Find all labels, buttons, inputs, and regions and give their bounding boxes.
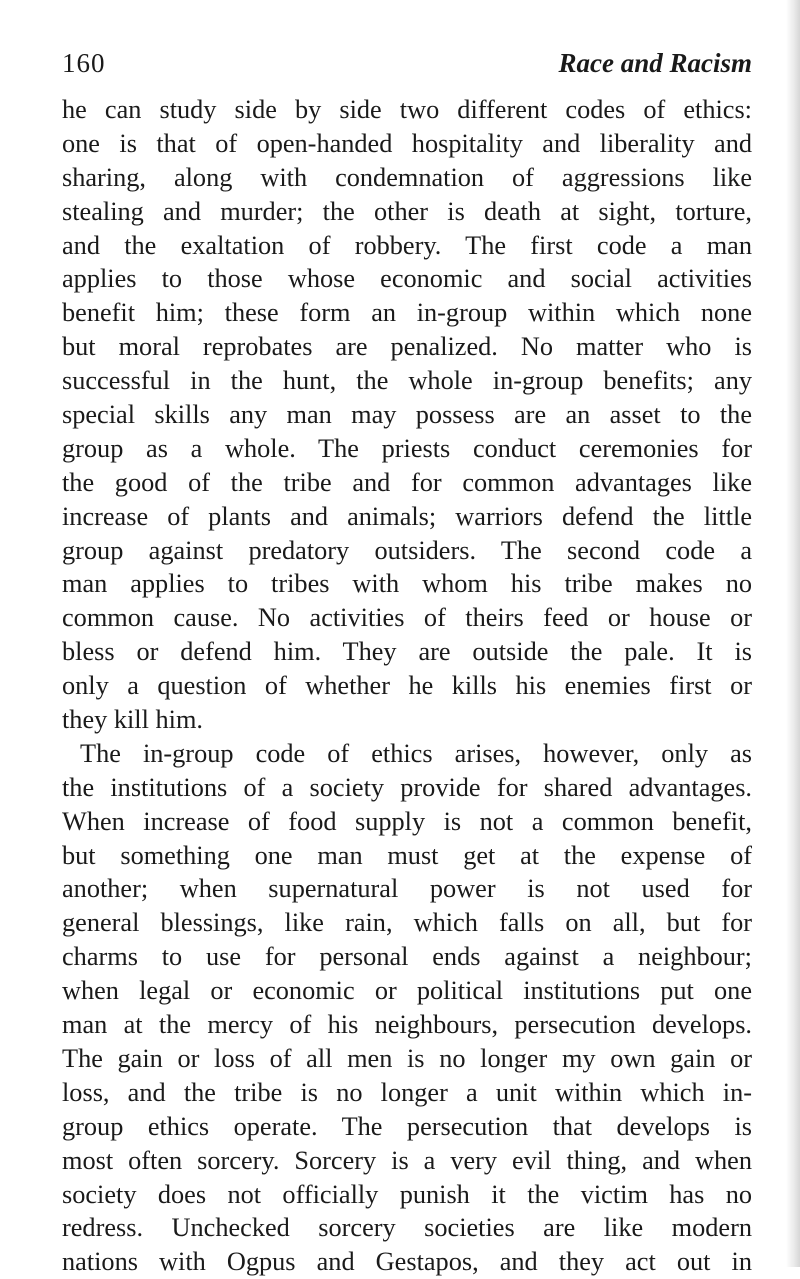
- text-line: benefit him; these form an in-group within which none: [62, 298, 752, 328]
- page-number: 160: [62, 48, 106, 78]
- text-line: bless or defend him. They are outside the pale. It is: [62, 637, 752, 667]
- text-line: man applies to tribes with whom his tribe makes no: [62, 569, 752, 599]
- text-line: society does not officially punish it the victim has no: [62, 1179, 752, 1209]
- paragraph-2: [62, 737, 752, 1279]
- text-line: stealing and murder; the other is death at sight, torture,: [62, 196, 752, 226]
- text-line: charms to use for personal ends against a neighbour;: [62, 942, 752, 972]
- text-line: one is that of open-handed hospitality and liberality and: [62, 128, 752, 158]
- text-line: man at the mercy of his neighbours, persecution develops.: [62, 1010, 752, 1040]
- text-line: group against predatory outsiders. The second code a: [62, 535, 752, 565]
- text-line: special skills any man may possess are an asset to the: [62, 400, 752, 430]
- text-line: group ethics operate. The persecution that develops is: [62, 1111, 752, 1141]
- text-line: they kill him.: [62, 705, 203, 735]
- text-line: applies to those whose economic and social activities: [62, 264, 752, 294]
- text-line: sharing, along with condemnation of aggressions like: [62, 162, 752, 192]
- text-line: another; when supernatural power is not used for: [62, 874, 752, 904]
- text-line: most often sorcery. Sorcery is a very evil thing, and when: [62, 1145, 752, 1175]
- text-line: only a question of whether he kills his enemies first or: [62, 671, 752, 701]
- text-line: nations with Ogpus and Gestapos, and they act out in: [62, 1247, 752, 1277]
- text-line: general blessings, like rain, which falls on all, but for: [62, 908, 752, 938]
- text-line: common cause. No activities of theirs feed or house or: [62, 603, 752, 633]
- paragraph-1: [62, 93, 752, 737]
- page-edge-shadow: [786, 0, 800, 1267]
- text-line: but something one man must get at the expense of: [62, 840, 752, 870]
- text-line: group as a whole. The priests conduct ceremonies for: [62, 433, 752, 463]
- running-header: [62, 48, 752, 88]
- text-line: When increase of food supply is not a common benefit,: [62, 806, 752, 836]
- text-line: successful in the hunt, the whole in-group benefits; any: [62, 366, 752, 396]
- text-line: The in-group code of ethics arises, however, only as: [80, 738, 752, 768]
- text-line: the good of the tribe and for common advantages like: [62, 467, 752, 497]
- text-line: and the exaltation of robbery. The first code a man: [62, 230, 752, 260]
- text-line: but moral reprobates are penalized. No matter who is: [62, 332, 752, 362]
- text-line: loss, and the tribe is no longer a unit within which in-: [62, 1077, 752, 1107]
- body-text: [62, 93, 752, 1279]
- text-line: redress. Unchecked sorcery societies are like modern: [62, 1213, 752, 1243]
- text-line: The gain or loss of all men is no longer my own gain or: [62, 1043, 752, 1073]
- running-title: Race and Racism: [558, 48, 752, 78]
- text-line: increase of plants and animals; warriors defend the little: [62, 501, 752, 531]
- text-line: he can study side by side two different codes of ethics:: [62, 95, 752, 124]
- text-line: the institutions of a society provide for shared advantages.: [62, 772, 752, 802]
- text-line: when legal or economic or political institutions put one: [62, 976, 752, 1006]
